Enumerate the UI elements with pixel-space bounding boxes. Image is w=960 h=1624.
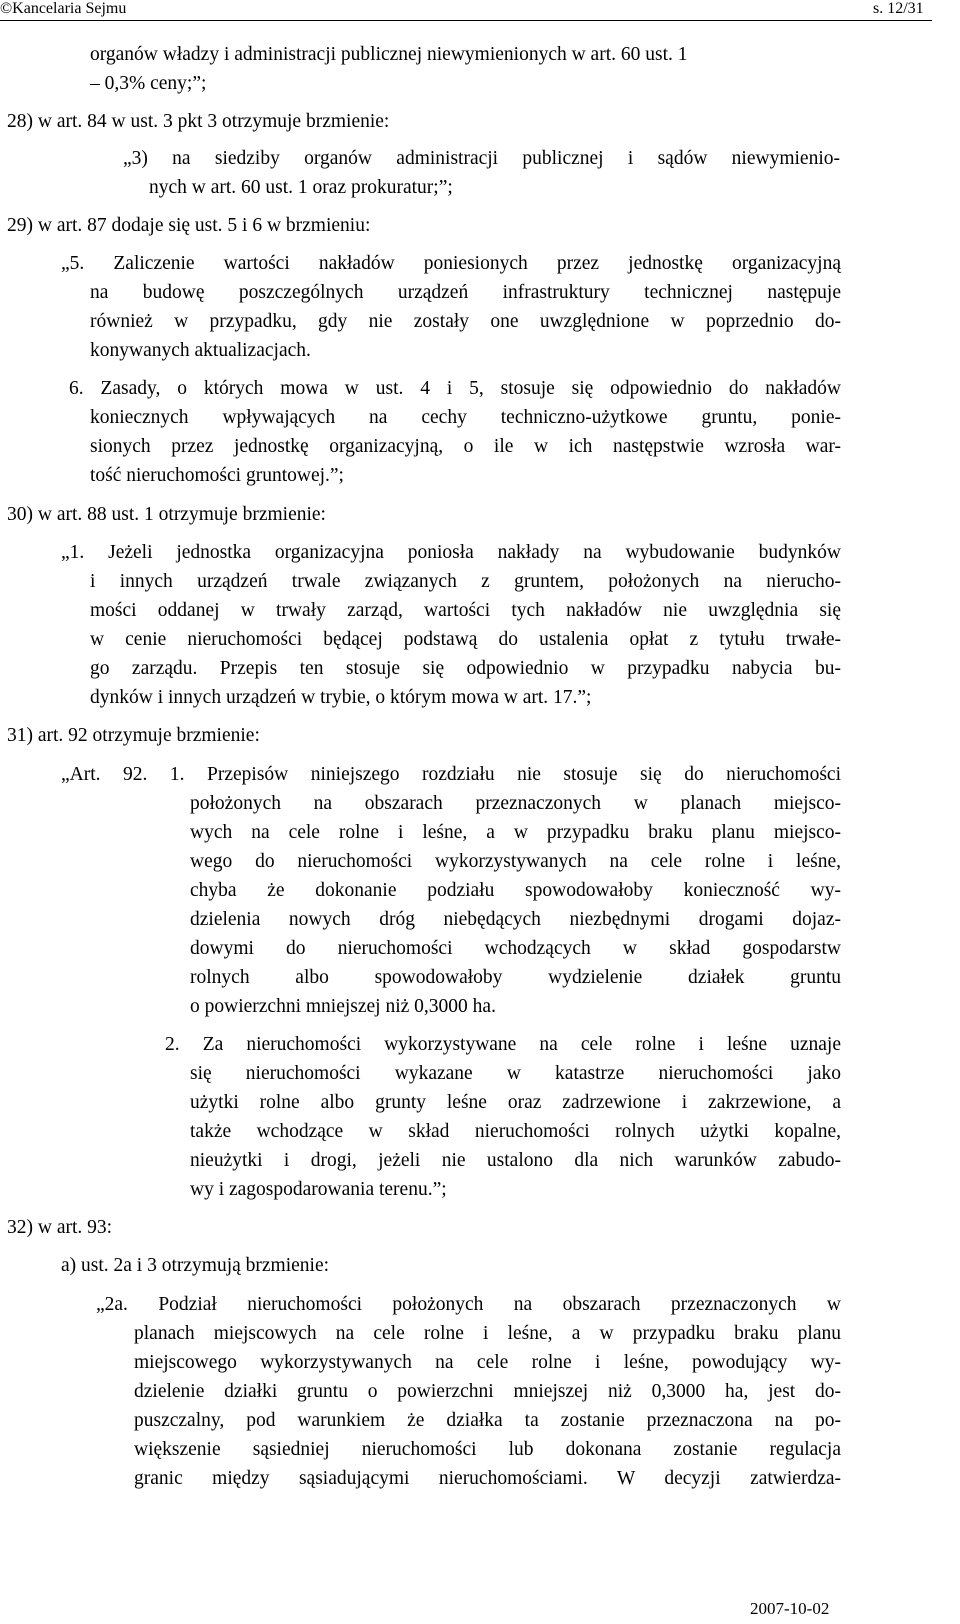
text-line: „3) na siedziby organów administracji publicznej i sądów niewymienio- (123, 148, 840, 169)
text-line: chyba że dokonanie podziału spowodowałoby konieczność wy- (190, 880, 841, 901)
text-line: „5. Zaliczenie wartości nakładów poniesionych przez jednostkę organizacyjną (61, 253, 841, 274)
text-line: wego do nieruchomości wykorzystywanych na cele rolne i leśne, (190, 851, 841, 872)
text-line: „2a. Podział nieruchomości położonych na obszarach przeznaczonych w (96, 1294, 841, 1315)
text-line: „1. Jeżeli jednostka organizacyjna poniosła nakłady na wybudowanie budynków (61, 542, 841, 563)
header-source: ©Kancelaria Sejmu (0, 0, 127, 17)
text-line: wy i zagospodarowania terenu.”; (190, 1179, 447, 1200)
header-divider (0, 20, 932, 21)
text-line: położonych na obszarach przeznaczonych w planach miejsco- (190, 793, 841, 814)
text-line: na budowę poszczególnych urządzeń infrastruktury technicznej następuje (90, 282, 841, 303)
text-line: 6. Zasady, o których mowa w ust. 4 i 5, stosuje się odpowiednio do nakładów (69, 378, 841, 399)
text-line: 32) w art. 93: (7, 1217, 113, 1238)
text-line: rolnych albo spowodowałoby wydzielenie działek gruntu (190, 967, 841, 988)
text-line: wych na cele rolne i leśne, a w przypadku braku planu miejsco- (190, 822, 841, 843)
text-line: a) ust. 2a i 3 otrzymują brzmienie: (61, 1255, 330, 1276)
text-line: użytki rolne albo grunty leśne oraz zadrzewione i zakrzewione, a (190, 1092, 841, 1113)
text-line: mości oddanej w trwały zarząd, wartości tych nakładów nie uwzględnia się (90, 600, 841, 621)
text-line: 30) w art. 88 ust. 1 otrzymuje brzmienie: (7, 504, 326, 525)
text-line: o powierzchni mniejszej niż 0,3000 ha. (190, 996, 496, 1017)
text-line: organów władzy i administracji publicznej niewymienionych w art. 60 ust. 1 (90, 44, 688, 65)
text-line: tość nieruchomości gruntowej.”; (90, 465, 344, 486)
text-line: się nieruchomości wykazane w katastrze nieruchomości jako (190, 1063, 841, 1084)
text-line: konywanych aktualizacjach. (90, 340, 311, 361)
text-line: koniecznych wpływających na cechy techniczno-użytkowe gruntu, ponie- (90, 407, 841, 428)
text-line: większenie sąsiedniej nieruchomości lub dokonana zostanie regulacja (134, 1439, 841, 1460)
text-line: 29) w art. 87 dodaje się ust. 5 i 6 w brzmieniu: (7, 215, 371, 236)
text-line: 28) w art. 84 w ust. 3 pkt 3 otrzymuje brzmienie: (7, 111, 390, 132)
footer-date: 2007-10-02 (750, 1599, 830, 1618)
text-line: dowymi do nieruchomości wchodzących w skład gospodarstw (190, 938, 841, 959)
text-line: również w przypadku, gdy nie zostały one uwzględnione w poprzednio do- (90, 311, 841, 332)
text-line: nych w art. 60 ust. 1 oraz prokuratur;”; (149, 177, 453, 198)
text-line: granic między sąsiadującymi nieruchomościami. W decyzji zatwierdza- (134, 1468, 841, 1489)
text-line: go zarządu. Przepis ten stosuje się odpowiednio w przypadku nabycia bu- (90, 658, 841, 679)
text-line: 2. Za nieruchomości wykorzystywane na cele rolne i leśne uznaje (165, 1034, 841, 1055)
text-line: w cenie nieruchomości będącej podstawą do ustalenia opłat z tytułu trwałe- (90, 629, 841, 650)
text-line: puszczalny, pod warunkiem że działka ta zostanie przeznaczona na po- (134, 1410, 841, 1431)
text-line: dzielenie działki gruntu o powierzchni mniejszej niż 0,3000 ha, jest do- (134, 1381, 841, 1402)
header-page-number: s. 12/31 (873, 0, 924, 17)
text-line: także wchodzące w skład nieruchomości rolnych użytki kopalne, (190, 1121, 841, 1142)
text-line: dynków i innych urządzeń w trybie, o którym mowa w art. 17.”; (90, 687, 592, 708)
text-line: i innych urządzeń trwale związanych z gruntem, położonych na nierucho- (90, 571, 841, 592)
text-line: – 0,3% ceny;”; (90, 73, 207, 94)
text-line: nieużytki i drogi, jeżeli nie ustalono dla nich warunków zabudo- (190, 1150, 841, 1171)
text-line: dzielenia nowych dróg niebędących niezbędnymi drogami dojaz- (190, 909, 841, 930)
text-line: „Art. 92. 1. Przepisów niniejszego rozdziału nie stosuje się do nieruchomości (61, 764, 841, 785)
text-line: 31) art. 92 otrzymuje brzmienie: (7, 725, 260, 746)
text-line: miejscowego wykorzystywanych na cele rolne i leśne, powodujący wy- (134, 1352, 841, 1373)
text-line: planach miejscowych na cele rolne i leśne, a w przypadku braku planu (134, 1323, 841, 1344)
text-line: sionych przez jednostkę organizacyjną, o ile w ich następstwie wzrosła war- (90, 436, 841, 457)
